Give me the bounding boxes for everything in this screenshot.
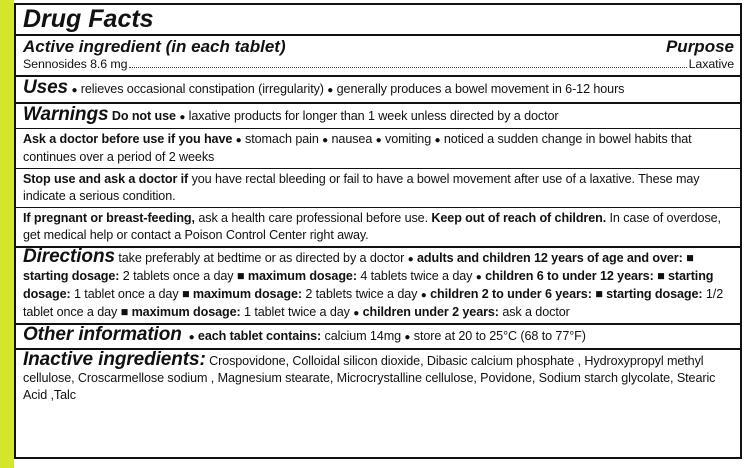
children-under-2-text: ask a doctor <box>502 305 570 319</box>
ask-doctor-label: Ask a doctor before use if you have <box>23 132 233 146</box>
stop-use-section <box>16 169 740 208</box>
square-bullet-icon: ■ <box>181 287 190 301</box>
uses-heading: Uses <box>23 77 69 98</box>
square-bullet-icon: ■ <box>120 305 129 319</box>
leader-dots <box>129 67 686 68</box>
uses-item: generally produces a bowel movement in 6-12 hours <box>336 82 625 96</box>
square-bullet-icon: ■ <box>595 287 603 301</box>
children-2-starting-dosage: 1/2 tablet once a day <box>23 287 724 319</box>
ask-doctor-section <box>16 129 740 169</box>
pregnant-text: ask a health care professional before use. <box>198 211 428 225</box>
children-6-maximum-dosage: 2 tablets twice a day <box>305 287 418 301</box>
uses-item: relieves occasional constipation (irregularity) <box>80 82 324 96</box>
inactive-ingredients-heading: Inactive ingredients: <box>23 349 206 370</box>
children-2-maximum-dosage: 1 tablet twice a day <box>244 305 350 319</box>
inactive-ingredients-text: Crospovidone, Colloidal silicon dioxide, Dibasic calcium phosphate , Hydroxypropyl methyl cellulose, Croscarmellose sodium , Magnesium stearate, Microcrystalline cellulose, Povidone, Sodium starch glycolate, Stearic Acid ,Talc <box>23 354 716 402</box>
active-ingredient-purpose: Laxative <box>688 57 734 71</box>
square-bullet-icon: ■ <box>236 269 245 283</box>
ask-doctor-item: stomach pain <box>245 132 319 146</box>
bullet-icon: ● <box>434 135 441 146</box>
directions-intro: take preferably at bedtime or as directed by a doctor <box>118 251 405 265</box>
bullet-icon: ● <box>407 254 414 265</box>
pregnancy-section <box>16 208 740 248</box>
ask-doctor-item: noticed a sudden change in bowel habits that continues over a period of 2 weeks <box>23 132 692 164</box>
children-2-label: children 2 to under 6 years: <box>430 287 592 301</box>
bullet-icon: ● <box>322 135 329 146</box>
do-not-use-label: Do not use <box>111 109 176 123</box>
pregnant-label: If pregnant or breast-feeding, <box>23 211 195 225</box>
ask-doctor-item: nausea <box>331 132 373 146</box>
starting-dosage-label: starting dosage: <box>606 287 703 301</box>
stop-use-text: you have rectal bleeding or fail to have a bowel movement after use of a laxative. These may indicate a serious condition. <box>23 172 700 203</box>
children-6-starting-dosage: 1 tablet once a day <box>74 287 179 301</box>
bullet-icon: ● <box>420 290 427 301</box>
warnings-section <box>16 104 740 129</box>
other-information-heading: Other information <box>23 324 182 345</box>
starting-dosage-label: starting dosage: <box>23 269 714 301</box>
bullet-icon: ● <box>235 135 242 146</box>
starting-dosage-label: starting dosage: <box>23 269 120 283</box>
ask-doctor-item: vomiting <box>385 132 432 146</box>
bullet-icon: ● <box>353 308 360 319</box>
tablet-contains-text: calcium 14mg <box>324 329 401 343</box>
children-6-label: children 6 to under 12 years: <box>485 269 654 283</box>
tablet-contains-label: each tablet contains: <box>197 329 322 343</box>
square-bullet-icon: ■ <box>686 251 694 265</box>
maximum-dosage-label: maximum dosage: <box>192 287 302 301</box>
stop-use-label: Stop use and ask a doctor if <box>23 172 189 186</box>
maximum-dosage-label: maximum dosage: <box>247 269 357 283</box>
storage-text: store at 20 to 25°C (68 to 77°F) <box>413 329 586 343</box>
directions-heading: Directions <box>23 246 115 267</box>
bullet-icon: ● <box>475 272 482 283</box>
active-ingredient-heading: Active ingredient (in each tablet) <box>23 37 286 56</box>
bullet-icon: ● <box>179 112 186 123</box>
bullet-icon: ● <box>375 135 382 146</box>
uses-section <box>16 77 740 104</box>
bullet-icon: ● <box>71 85 78 96</box>
active-ingredient-name: Sennosides 8.6 mg <box>23 57 128 71</box>
bullet-icon: ● <box>188 332 195 343</box>
do-not-use-text: laxative products for longer than 1 week unless directed by a doctor <box>188 109 559 123</box>
keep-out-label: Keep out of reach of children. <box>431 211 607 225</box>
bullet-icon: ● <box>404 332 411 343</box>
adults-starting-dosage: 2 tablets once a day <box>122 269 234 283</box>
square-bullet-icon: ■ <box>657 269 665 283</box>
active-ingredient-section <box>16 36 740 77</box>
maximum-dosage-label: maximum dosage: <box>131 305 241 319</box>
other-information-section <box>16 325 740 350</box>
inactive-ingredients-section <box>16 350 740 406</box>
label-title: Drug Facts <box>16 5 740 36</box>
purpose-heading: Purpose <box>665 37 734 56</box>
adults-label: adults and children 12 years of age and over: <box>417 251 683 265</box>
directions-section <box>16 248 740 325</box>
adults-maximum-dosage: 4 tablets twice a day <box>360 269 473 283</box>
keep-out-text: In case of overdose, get medical help or contact a Poison Control Center right away. <box>23 211 721 242</box>
warnings-heading: Warnings <box>23 104 109 125</box>
children-under-2-label: children under 2 years: <box>362 305 499 319</box>
drug-facts-panel <box>14 3 742 459</box>
bullet-icon: ● <box>327 85 334 96</box>
